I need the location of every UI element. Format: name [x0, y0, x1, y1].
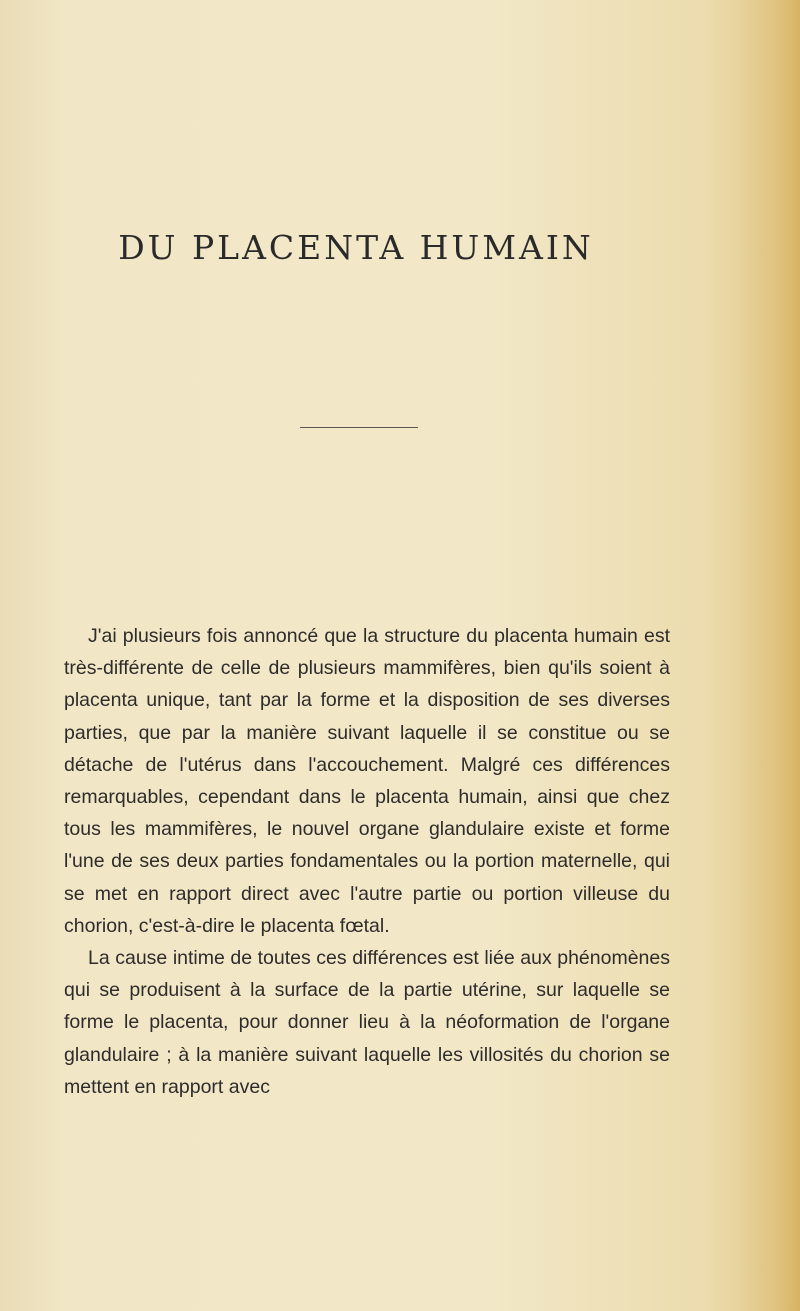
body-text — [64, 620, 670, 1103]
chapter-title: DU PLACENTA HUMAIN — [118, 228, 594, 267]
title-divider — [300, 427, 418, 428]
paragraph-2: La cause intime de toutes ces différences est liée aux phénomènes qui se produisent à la surface de la partie utérine, sur laquelle se forme le placenta, pour donner lieu à la néoformation de l'organe glandulaire ; à la manière suivant laquelle les villosités du chorion se mettent en rapport avec — [64, 947, 670, 1098]
paragraph-1: J'ai plusieurs fois annoncé que la structure du placenta humain est très-différente de celle de plusieurs mammifères, bien qu'ils soient à placenta unique, tant par la forme et la disposition de ses diverses parties, que par la manière suivant laquelle il se constitue ou se détache de l'utérus dans l'accouchement. Malgré ces différences remarquables, cependant dans le placenta humain, ainsi que chez tous les mammifères, le nouvel organe glandulaire existe et forme l'une de ses deux parties fondamentales ou la portion maternelle, qui se met en rapport direct avec l'autre partie ou portion villeuse du chorion, c'est-à-dire le placenta fœtal. — [64, 625, 670, 937]
